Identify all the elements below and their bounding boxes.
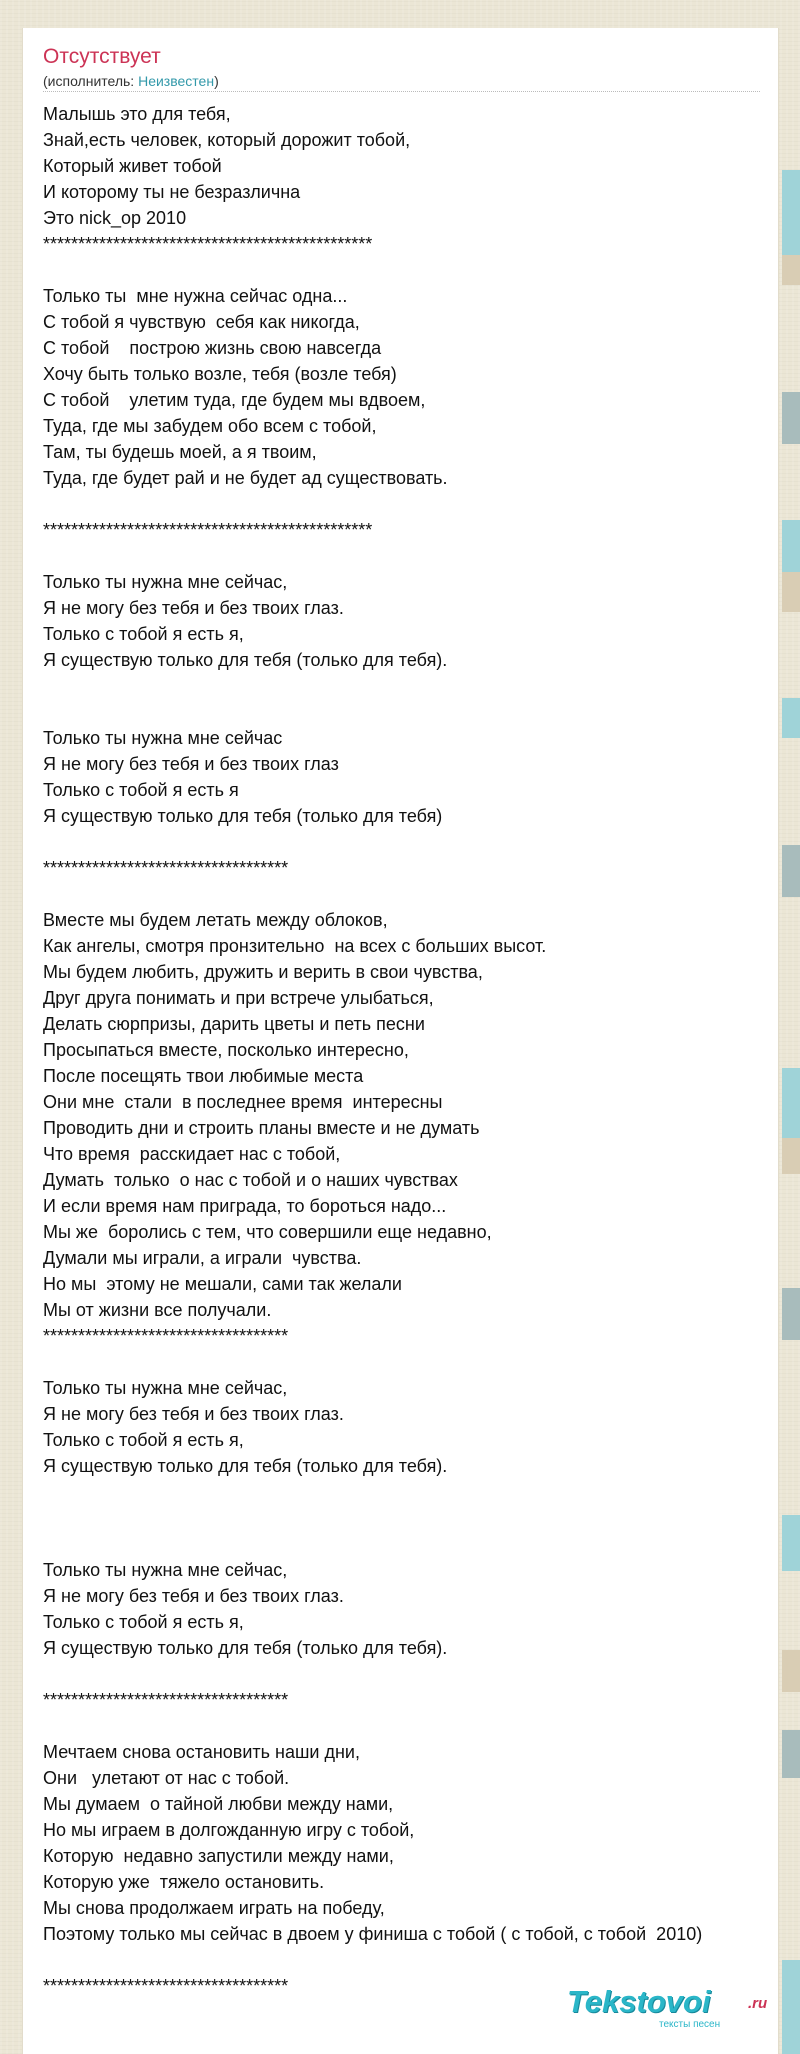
- artist-suffix: ): [214, 73, 219, 89]
- lyrics-text: Малышь это для тебя, Знай,есть человек, который дорожит тобой, Который живет тобой И которому ты не безразлична Это nick_op 2010 *********************************************** Только ты мне нужна сейчас одна... С тобой я чувствую себя как никогда, С тобой построю жизнь свою навсегда Хочу быть только возле, тебя (возле тебя) С тобой улетим туда, где будем мы вдвоем, Туда, где мы забудем обо всем с тобой, Там, ты будешь моей, а я твоим, Туда, где будет рай и не будет ад существовать. *********************************************** Только ты нужна мне сейчас, Я не могу без тебя и без твоих глаз. Только с тобой я есть я, Я существую только для тебя (только для тебя). Только ты нужна мне сейчас Я не могу без тебя и без твоих глаз Только с тобой я есть я Я существую только для тебя (только для тебя) *********************************** Вместе мы будем летать между облоков, Как ангелы, смотря пронзительно на всех с больших высот. Мы будем любить, дружить и верить в свои чувства, Друг друга понимать и при встрече улыбаться, Делать сюрпризы, дарить цветы и петь песни Просыпаться вместе, посколько интересно, После посещять твои любимые места Они мне стали в последнее время интересны Проводить дни и строить планы вместе и не думать Что время расскидает нас с тобой, Думать только о нас с тобой и о наших чувствах И если время нам приграда, то бороться надо... Мы же боролись с тем, что совершили еще недавно, Думали мы играли, а играли чувства. Но мы этому не мешали, сами так желали Мы от жизни все получали. *********************************** Только ты нужна мне сейчас, Я не могу без тебя и без твоих глаз. Только с тобой я есть я, Я существую только для тебя (только для тебя). Только ты нужна мне сейчас, Я не могу без тебя и без твоих глаз. Только с тобой я есть я, Я существую только для тебя (только для тебя). *********************************** Мечтаем снова остановить наши дни, Они улетают от нас с тобой. Мы думаем о тайной любви между нами, Но мы играем в долгожданную игру с тобой, Которую недавно запустили между нами, Которую уже тяжело остановить. Мы снова продолжаем играть на победу, Поэтому только мы сейчас в двоем у финиша с тобой ( с тобой, с тобой 2010) ***********************************: [43, 104, 703, 1996]
- decor-stripe: [782, 572, 800, 612]
- decor-stripe: [782, 170, 800, 255]
- decor-stripe: [782, 1960, 800, 2054]
- decor-stripe: [782, 1068, 800, 1138]
- artist-link[interactable]: Неизвестен: [138, 73, 215, 89]
- decor-stripe: [782, 698, 800, 738]
- decor-stripe: [782, 1515, 800, 1571]
- logo-tagline: тексты песен: [659, 2019, 721, 2030]
- decor-stripe: [782, 1288, 800, 1340]
- lyrics-card: [22, 28, 779, 2054]
- logo-name: Tekstovoi: [567, 1984, 711, 2019]
- decor-stripe: [782, 392, 800, 444]
- decor-stripe: [782, 1138, 800, 1174]
- decor-stripe: [782, 845, 800, 897]
- decor-stripe: [782, 1650, 800, 1692]
- song-title: Отсутствует: [43, 45, 161, 68]
- title-divider: [43, 91, 760, 92]
- decor-stripe: [782, 1730, 800, 1778]
- tekstovoi-logo[interactable]: [567, 1985, 767, 2033]
- decor-stripe: [782, 520, 800, 572]
- decor-stripe: [782, 255, 800, 285]
- artist-line: [43, 72, 219, 90]
- logo-domain: .ru: [748, 1995, 768, 2012]
- artist-prefix: (исполнитель:: [43, 73, 139, 89]
